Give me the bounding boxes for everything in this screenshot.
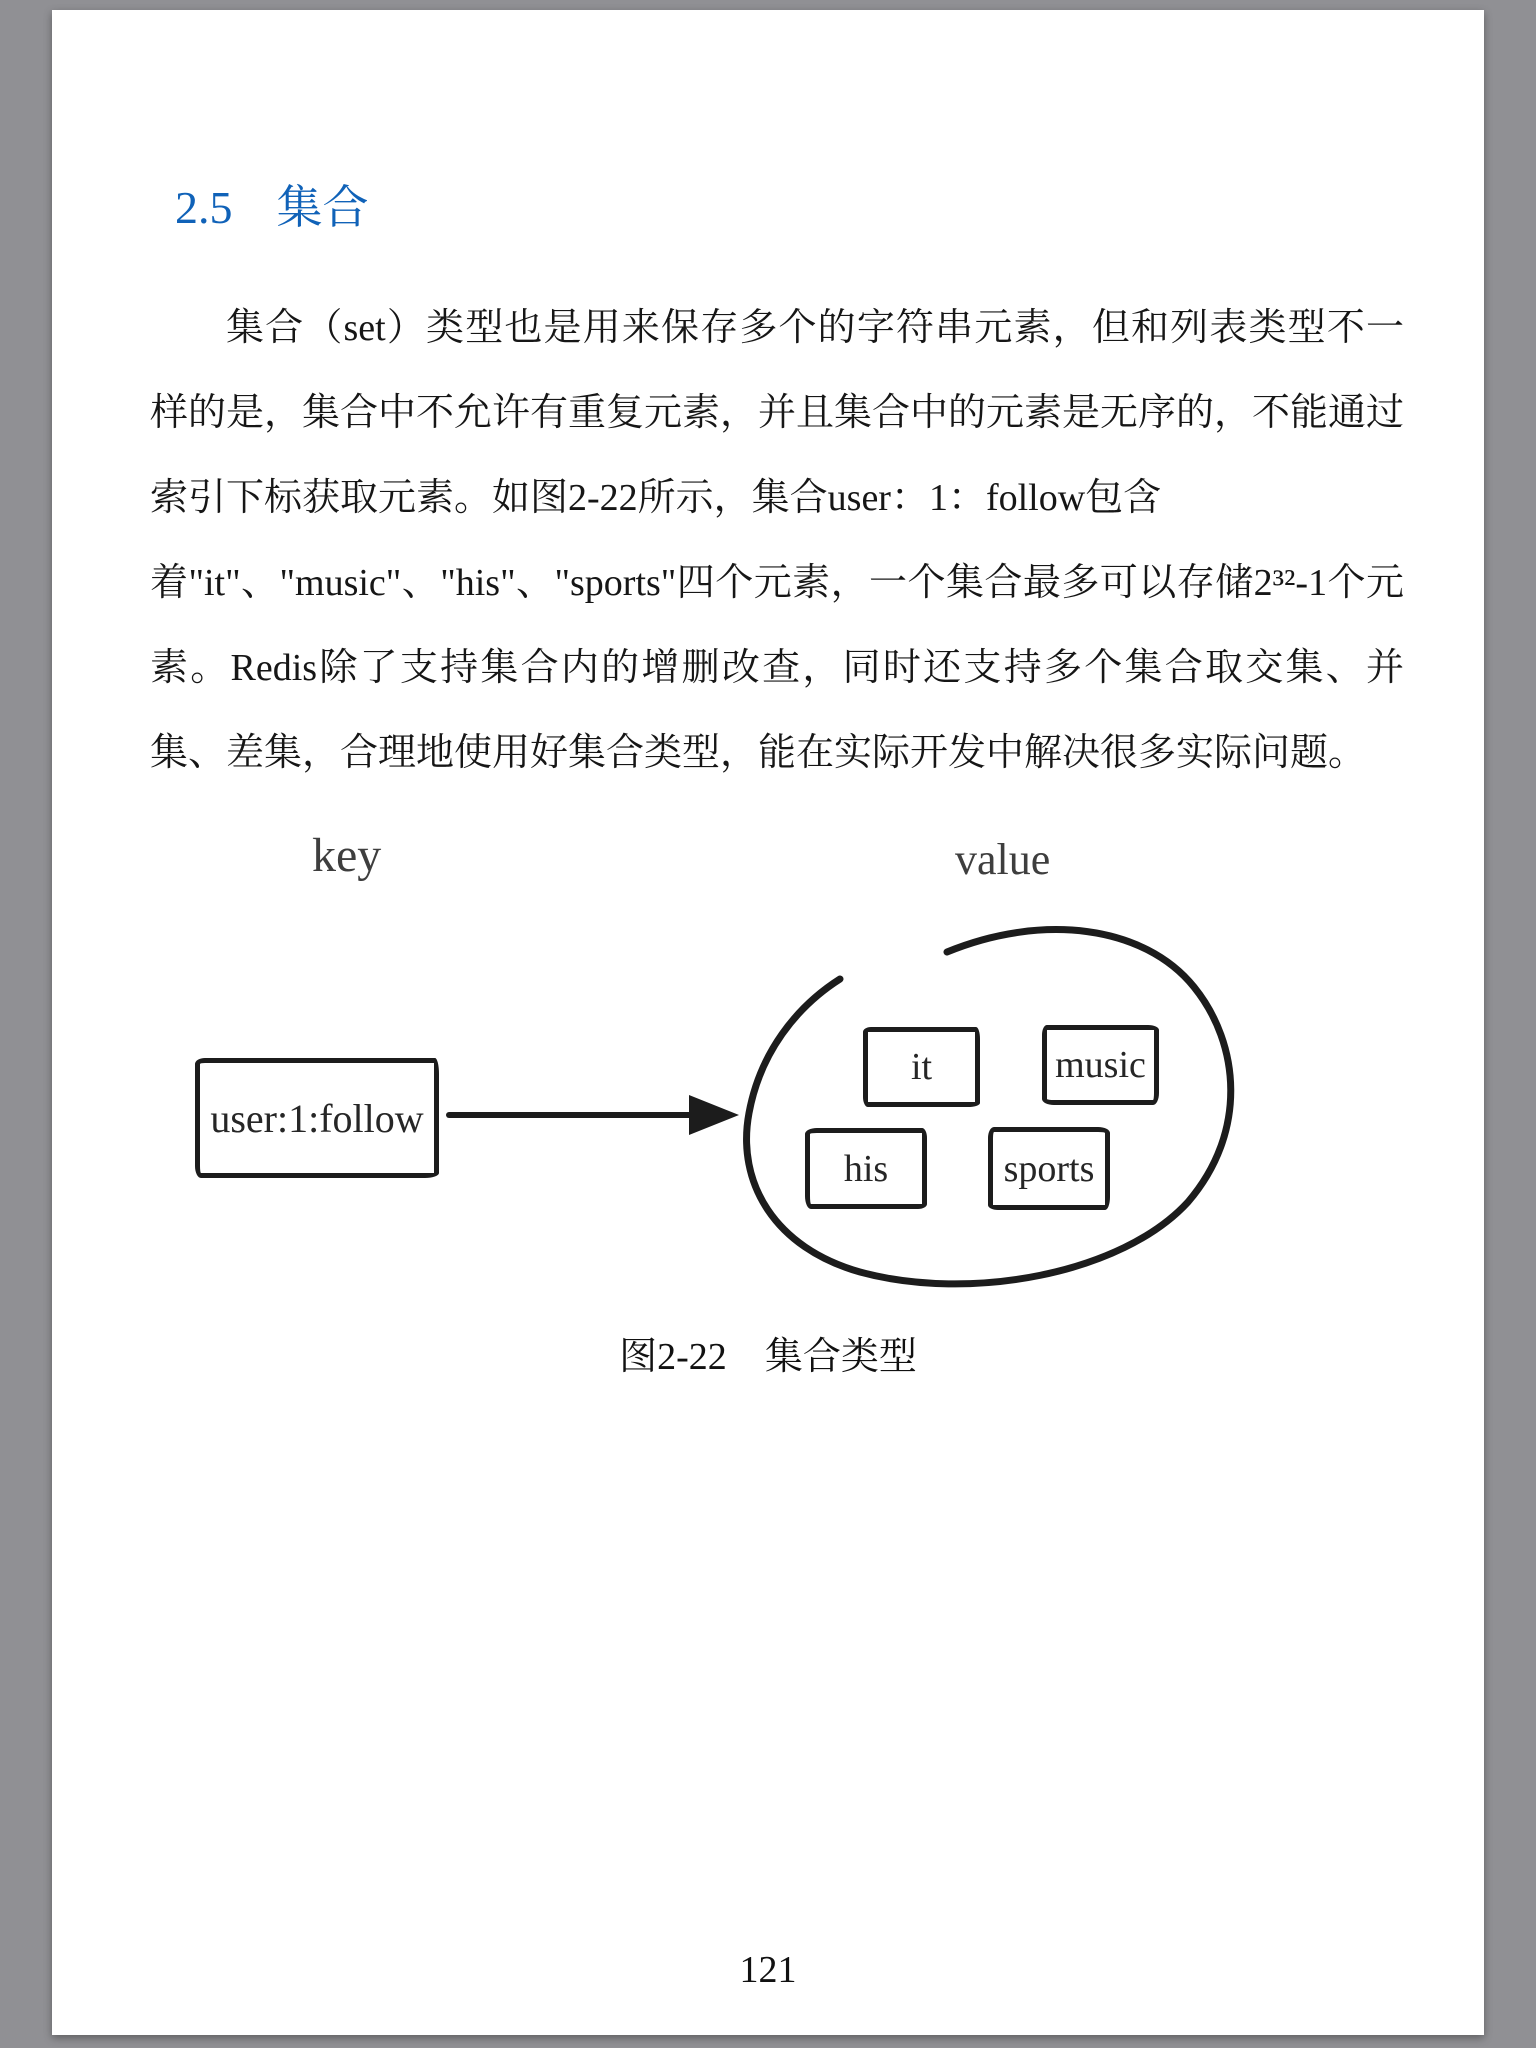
- figure-caption: [52, 1325, 1484, 1380]
- set-member-box: music: [1042, 1025, 1159, 1105]
- set-member-box: it: [863, 1027, 980, 1107]
- page-number: 121: [739, 1949, 797, 1991]
- figure-key-label: key: [312, 829, 382, 882]
- set-member-box: his: [805, 1128, 927, 1209]
- paragraph-line: 集、差集，合理地使用好集合类型，能在实际开发中解决很多实际问题。: [150, 732, 1367, 774]
- arrow-right-icon: [449, 1095, 739, 1135]
- figure-drawing: [52, 10, 1484, 2035]
- paragraph-line: 集合（set）类型也是用来保存多个的字符串元素，但和列表类型不一: [226, 307, 1404, 349]
- figure-caption-number: 图2-22: [619, 1336, 727, 1378]
- set-outline-blob: [747, 930, 1231, 1284]
- section-number: 2.5: [175, 182, 233, 233]
- section-title: 集合: [276, 182, 369, 233]
- paragraph-line: 素。Redis除了支持集合内的增删改查，同时还支持多个集合取交集、并: [150, 647, 1404, 689]
- set-member-box: sports: [988, 1127, 1110, 1210]
- paragraph-line: 样的是，集合中不允许有重复元素，并且集合中的元素是无序的，不能通过: [150, 392, 1405, 434]
- paragraph-line: 索引下标获取元素。如图2-22所示，集合user：1：follow包含: [150, 477, 1162, 519]
- paragraph-line: 着"it"、"music"、"his"、"sports"四个元素，一个集合最多可以存储2³²-1个元: [150, 562, 1404, 604]
- figure-value-label: value: [955, 835, 1051, 884]
- key-box: user:1:follow: [195, 1058, 439, 1178]
- document-page: [52, 10, 1484, 2035]
- figure-caption-title: 集合类型: [764, 1336, 917, 1378]
